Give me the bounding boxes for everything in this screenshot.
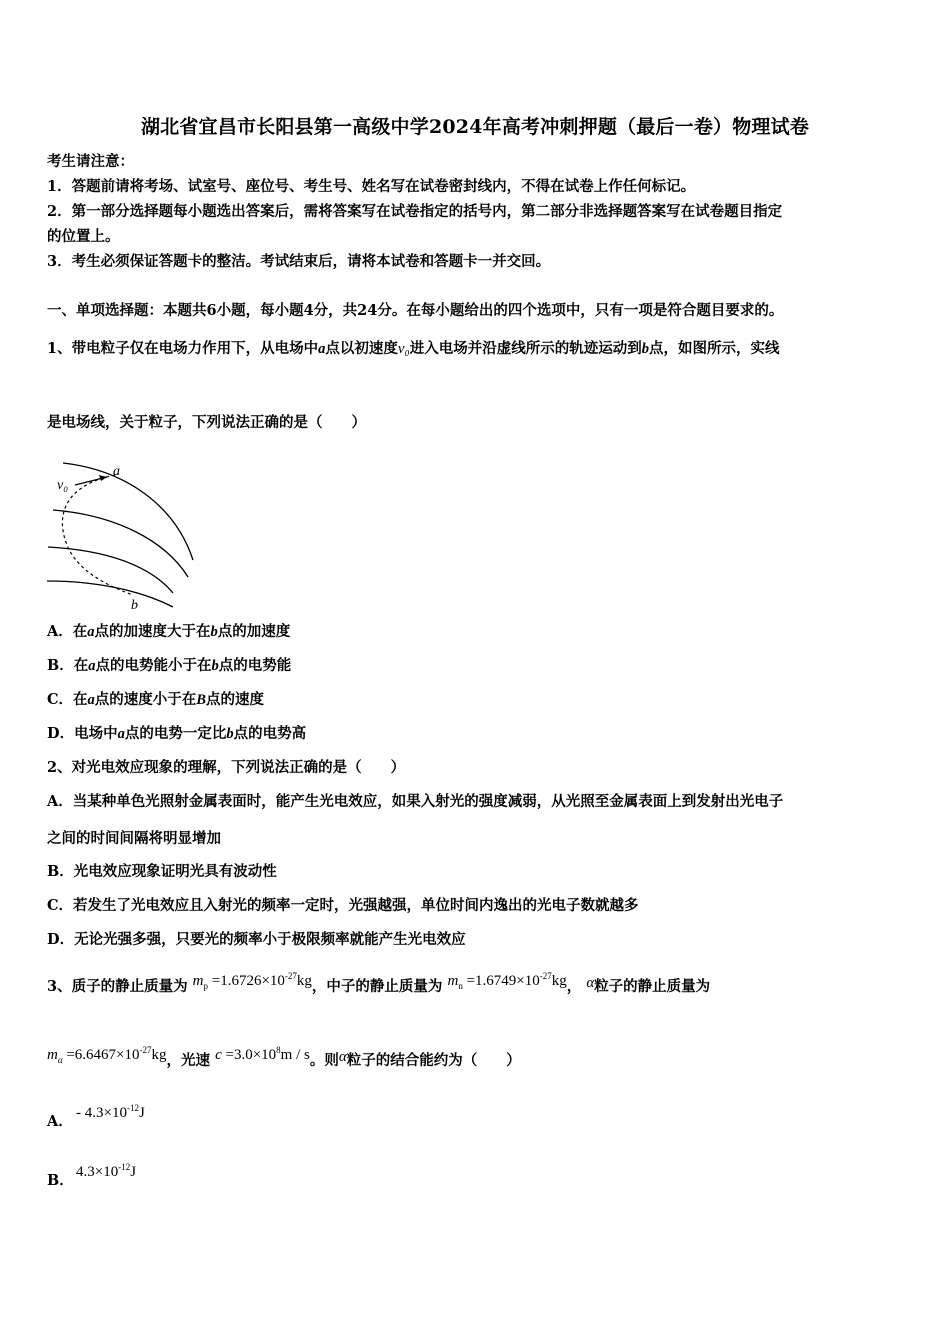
option-formula bbox=[76, 1105, 145, 1121]
velocity-arrowhead bbox=[99, 475, 107, 481]
math-exponent: -12 bbox=[126, 1103, 139, 1113]
math-subscript: n bbox=[458, 981, 463, 991]
q3-stem-part: ， bbox=[566, 978, 582, 995]
trajectory-dashed bbox=[62, 475, 133, 595]
q3-option-b-formula bbox=[76, 1157, 136, 1182]
q1-option-a bbox=[47, 622, 290, 642]
alpha-mass-formula bbox=[47, 1047, 167, 1063]
q3-option-a-formula bbox=[76, 1098, 145, 1123]
v0-label: v₀ bbox=[57, 478, 69, 493]
q3-stem-part: 。则 bbox=[309, 1052, 339, 1069]
math-unit: J bbox=[130, 1164, 137, 1180]
point-a-label: a bbox=[113, 464, 120, 479]
math-value: =1.6726×10 bbox=[211, 973, 285, 989]
page-title: 湖北省宜昌市长阳县第一高级中学2024年高考冲刺押题（最后一卷）物理试卷 bbox=[140, 116, 810, 138]
math-exponent: -12 bbox=[118, 1162, 131, 1172]
option-formula bbox=[76, 1164, 136, 1180]
q1-stem-line2: 是电场线，关于粒子，下列说法正确的是（ ） bbox=[47, 414, 366, 431]
math-symbol: m bbox=[447, 973, 459, 989]
q1-var-a: a bbox=[318, 341, 326, 357]
option-text: 点的速度小于在 bbox=[94, 691, 197, 708]
q1-option-b bbox=[47, 656, 291, 676]
option-var: b bbox=[226, 726, 234, 742]
math-symbol: m bbox=[192, 973, 204, 989]
option-text: A．在 bbox=[47, 623, 88, 640]
q3-option-a-label: A． bbox=[47, 1113, 73, 1130]
q2-option-a: A．当某种单色光照射金属表面时，能产生光电效应，如果入射光的强度减弱，从光照至金属表面上到发射出光电子 bbox=[47, 793, 784, 810]
option-text: 点的电势能 bbox=[218, 657, 292, 674]
q2-option-c: C．若发生了光电效应且入射光的频率一定时，光强越强，单位时间内逸出的光电子数就越多 bbox=[47, 897, 639, 914]
option-text: 点的速度 bbox=[205, 691, 264, 708]
q1-stem-part: 进入电场并沿虚线所示的轨迹运动到 bbox=[409, 340, 642, 357]
option-var: B bbox=[196, 692, 206, 708]
option-var: a bbox=[87, 692, 95, 708]
math-value: =6.6467×10 bbox=[66, 1047, 140, 1063]
option-text: D．电场中 bbox=[47, 725, 118, 742]
math-exponent: 8 bbox=[276, 1045, 281, 1055]
math-unit: kg bbox=[151, 1047, 167, 1063]
option-text: C．在 bbox=[47, 691, 88, 708]
q3-stem-part: 粒子的结合能约为（ ） bbox=[346, 1052, 521, 1069]
math-exponent: -27 bbox=[539, 971, 552, 981]
q1-v0: v₀ bbox=[397, 341, 410, 357]
q3-stem-part: 粒子的静止质量为 bbox=[594, 978, 711, 995]
option-text: 点的加速度 bbox=[217, 623, 291, 640]
option-text: 点的电势一定比 bbox=[124, 725, 227, 742]
math-exponent: -27 bbox=[139, 1045, 152, 1055]
option-var: a bbox=[87, 624, 95, 640]
option-text: 点的电势能小于在 bbox=[95, 657, 212, 674]
math-exponent: -27 bbox=[284, 971, 297, 981]
math-unit: kg bbox=[551, 973, 567, 989]
option-var: a bbox=[88, 658, 96, 674]
neutron-mass-formula bbox=[447, 973, 566, 989]
math-unit: kg bbox=[296, 973, 312, 989]
math-value: 4.3×10 bbox=[76, 1164, 119, 1180]
electric-field-figure bbox=[45, 455, 195, 615]
point-b-label: b bbox=[131, 598, 138, 613]
alpha-symbol: α bbox=[586, 975, 595, 991]
field-line bbox=[47, 581, 173, 607]
math-value: - 4.3×10 bbox=[76, 1105, 127, 1121]
q3-stem bbox=[47, 972, 710, 1002]
q1-stem bbox=[47, 339, 779, 359]
proton-mass-formula bbox=[193, 973, 312, 989]
option-text: B．在 bbox=[47, 657, 89, 674]
q3-stem-part: ，光速 bbox=[166, 1052, 210, 1069]
q3-stem-line2 bbox=[47, 1046, 521, 1076]
option-var: b bbox=[211, 658, 219, 674]
q3-option-b-label: B． bbox=[47, 1172, 74, 1189]
q1-option-d bbox=[47, 724, 306, 744]
math-symbol: c bbox=[215, 1047, 222, 1063]
math-unit: m / s bbox=[280, 1047, 310, 1063]
math-subscript: p bbox=[203, 981, 208, 991]
math-value: =1.6749×10 bbox=[466, 973, 540, 989]
q2-option-b: B．光电效应现象证明光具有波动性 bbox=[47, 863, 277, 880]
notice-item-1: 1．答题前请将考场、试室号、座位号、考生号、姓名写在试卷密封线内，不得在试卷上作任何标记。 bbox=[47, 178, 696, 195]
math-value: =3.0×10 bbox=[225, 1047, 277, 1063]
option-var: a bbox=[117, 726, 125, 742]
notice-heading: 考生请注意： bbox=[47, 153, 134, 170]
math-symbol: m bbox=[47, 1047, 58, 1063]
option-text: 点的加速度大于在 bbox=[94, 623, 211, 640]
option-text: 点的电势高 bbox=[233, 725, 307, 742]
q3-stem-part: 3、质子的静止质量为 bbox=[47, 978, 188, 995]
math-unit: J bbox=[138, 1105, 145, 1121]
alpha-symbol: α bbox=[338, 1049, 347, 1065]
notice-item-3: 3．考生必须保证答题卡的整洁。考试结束后，请将本试卷和答题卡一并交回。 bbox=[47, 253, 551, 270]
section-heading: 一、单项选择题：本题共6小题，每小题4分，共24分。在每小题给出的四个选项中，只有一项是符合题目要求的。 bbox=[47, 302, 784, 319]
notice-item-2-cont: 的位置上。 bbox=[47, 228, 120, 245]
q2-option-a-cont: 之间的时间间隔将明显增加 bbox=[47, 830, 221, 847]
q1-stem-part: 1、带电粒子仅在电场力作用下，从电场中 bbox=[47, 340, 319, 357]
q1-option-c bbox=[47, 690, 264, 710]
q1-var-b: b bbox=[641, 341, 649, 357]
notice-item-2: 2．第一部分选择题每小题选出答案后，需将答案写在试卷指定的括号内，第二部分非选择题答案写在试卷题目指定 bbox=[47, 203, 783, 220]
q3-stem-part: ，中子的静止质量为 bbox=[311, 978, 443, 995]
option-var: b bbox=[210, 624, 218, 640]
field-line bbox=[53, 510, 188, 577]
field-line bbox=[63, 463, 193, 560]
q2-option-d: D．无论光强多强，只要光的频率小于极限频率就能产生光电效应 bbox=[47, 931, 466, 948]
math-subscript: α bbox=[57, 1055, 63, 1065]
q2-stem: 2、对光电效应现象的理解，下列说法正确的是（ ） bbox=[47, 759, 406, 776]
light-speed-formula bbox=[215, 1047, 310, 1063]
q1-stem-part: 点以初速度 bbox=[325, 340, 398, 357]
q1-stem-part: 点，如图所示，实线 bbox=[648, 340, 780, 357]
